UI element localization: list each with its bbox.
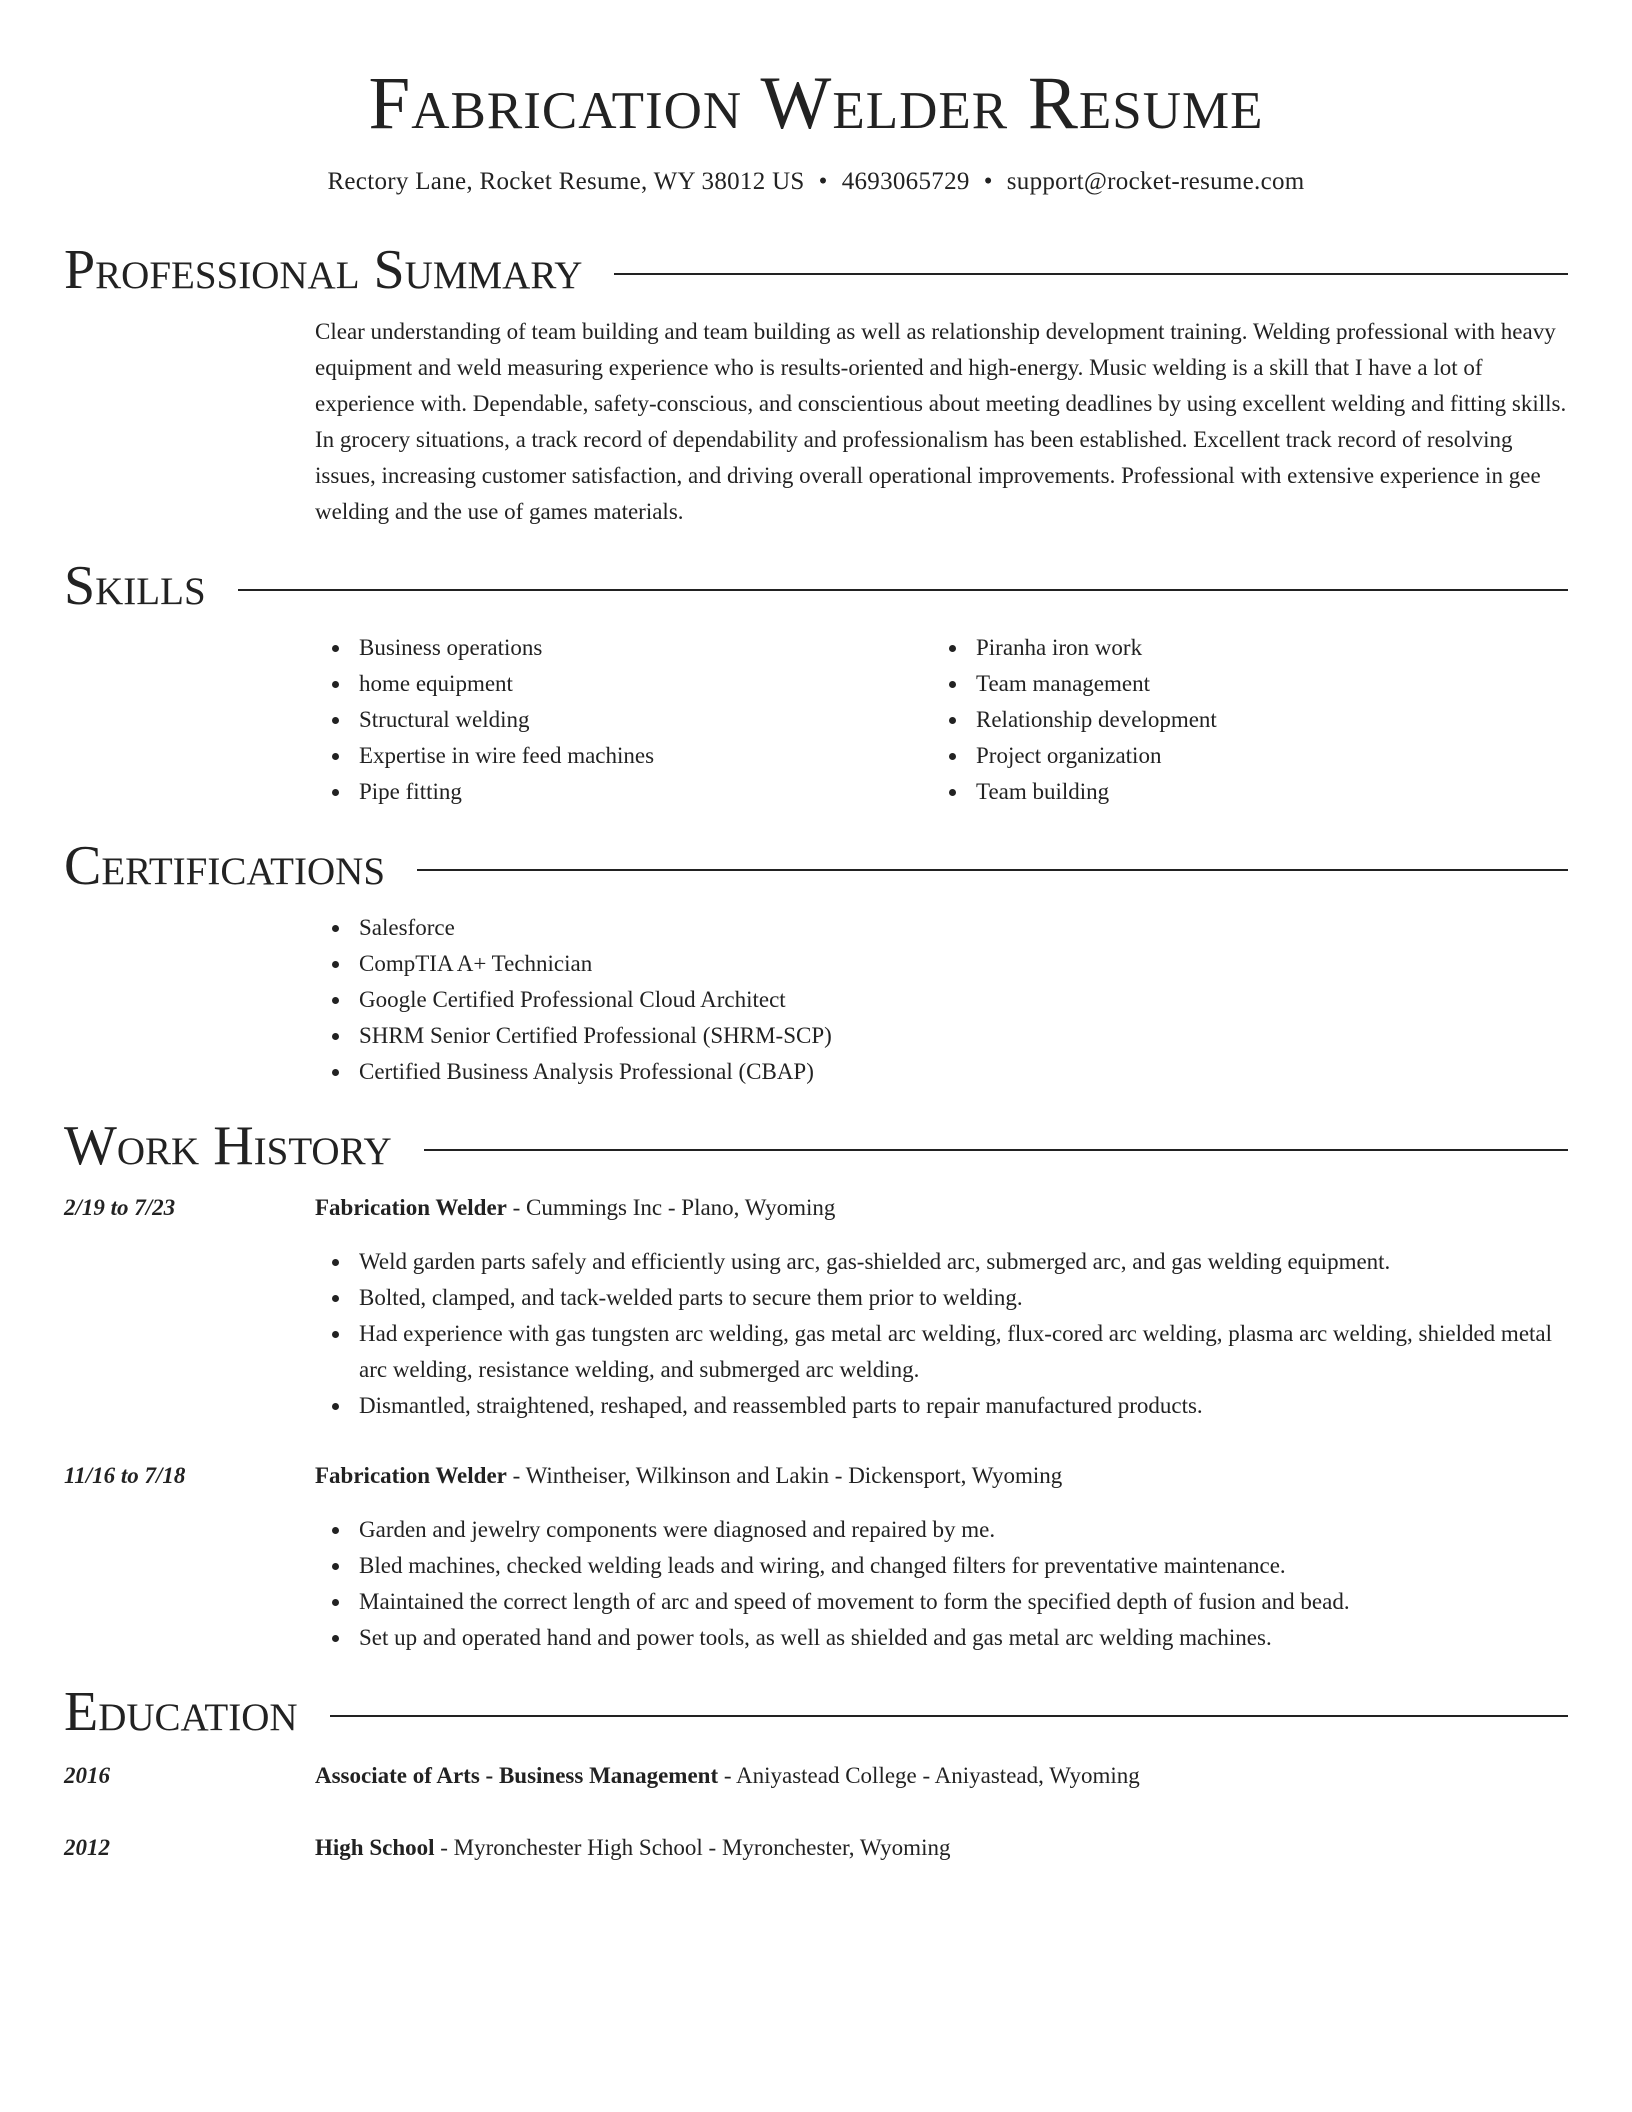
certifications-list [315,910,1568,1090]
work-bullets [315,1512,1568,1656]
list-item: Certified Business Analysis Professional (CBAP) [315,1054,1568,1090]
contact-separator: • [818,168,828,195]
work-section-header [64,1116,1568,1176]
list-item: Dismantled, straightened, reshaped, and reassembled parts to repair manufactured products. [315,1388,1568,1424]
section-divider [614,273,1568,275]
contact-email: support@rocket-resume.com [1006,168,1305,195]
list-item: SHRM Senior Certified Professional (SHRM-SCP) [315,1018,1568,1054]
education-section-header [64,1682,1568,1742]
work-heading-line [315,1190,1568,1226]
list-item: home equipment [315,666,932,702]
job-details: - Wintheiser, Wilkinson and Lakin - Dickensport, Wyoming [506,1463,1063,1488]
work-dates: 2/19 to 7/23 [64,1195,176,1220]
certifications-heading: Certifications [64,835,386,897]
work-bullets [315,1244,1568,1424]
contact-line [64,166,1568,198]
education-year: 2012 [64,1835,110,1860]
list-item: Business operations [315,630,932,666]
list-item: Team management [932,666,1217,702]
resume-title: Fabrication Welder Resume [368,62,1264,145]
skills-column-left [315,630,932,810]
summary-heading: Professional Summary [64,239,583,301]
list-item: Maintained the correct length of arc and speed of movement to form the specified depth of fusion and bead. [315,1584,1568,1620]
education-heading-line [315,1830,1568,1866]
job-title: Fabrication Welder [315,1463,507,1488]
skills-column-right [932,630,1217,810]
education-year: 2016 [64,1763,110,1788]
job-title: Fabrication Welder [315,1195,507,1220]
degree: Associate of Arts - Business Management [315,1763,719,1788]
list-item: Relationship development [932,702,1217,738]
contact-separator: • [983,168,993,195]
summary-section-header [64,240,1568,300]
skills-section-header [64,556,1568,616]
section-divider [424,1149,1568,1151]
section-divider [238,589,1568,591]
list-item: Google Certified Professional Cloud Architect [315,982,1568,1018]
work-heading-line [315,1458,1568,1494]
job-details: - Cummings Inc - Plano, Wyoming [506,1195,836,1220]
list-item: CompTIA A+ Technician [315,946,1568,982]
education-heading: Education [64,1681,298,1743]
skills-list [315,630,1568,810]
work-entry [64,1190,1568,1424]
certifications-section-header [64,836,1568,896]
education-entry [64,1830,1568,1866]
list-item: Set up and operated hand and power tools, as well as shielded and gas metal arc welding machines. [315,1620,1568,1656]
list-item: Bled machines, checked welding leads and wiring, and changed filters for preventative maintenance. [315,1548,1568,1584]
section-divider [417,869,1568,871]
skills-heading: Skills [64,555,206,617]
school-details: - Myronchester High School - Myronchester, Wyoming [434,1835,951,1860]
list-item: Project organization [932,738,1217,774]
resume-page [64,0,1568,1866]
list-item: Structural welding [315,702,932,738]
contact-phone: 4693065729 [841,168,970,195]
list-item: Pipe fitting [315,774,932,810]
list-item: Bolted, clamped, and tack-welded parts to secure them prior to welding. [315,1280,1568,1316]
certifications-items [315,910,1568,1090]
contact-address: Rectory Lane, Rocket Resume, WY 38012 US [327,168,805,195]
list-item: Salesforce [315,910,1568,946]
school-details: - Aniyastead College - Aniyastead, Wyoming [718,1763,1140,1788]
section-divider [330,1715,1568,1717]
summary-text: Clear understanding of team building and team building as well as relationship development training. Welding professional with heavy equipment and weld measuring experience who is results-oriented and high-energy. Music welding is a skill that I have a lot of experience with. Dependable, safety-conscious, and conscientious about meeting deadlines by using excellent welding and fitting skills. In grocery situations, a track record of dependability and professionalism has been established. Excellent track record of resolving issues, increasing customer satisfaction, and driving overall operational improvements. Professional with extensive experience in gee welding and the use of games materials. [315,319,1567,524]
list-item: Team building [932,774,1217,810]
work-heading: Work History [64,1115,392,1177]
list-item: Piranha iron work [932,630,1217,666]
list-item: Garden and jewelry components were diagnosed and repaired by me. [315,1512,1568,1548]
work-entry [64,1458,1568,1656]
education-heading-line [315,1758,1568,1794]
list-item: Expertise in wire feed machines [315,738,932,774]
education-entry [64,1758,1568,1794]
work-dates: 11/16 to 7/18 [64,1463,186,1488]
list-item: Weld garden parts safely and efficiently using arc, gas-shielded arc, submerged arc, and gas welding equipment. [315,1244,1568,1280]
list-item: Had experience with gas tungsten arc welding, gas metal arc welding, flux-cored arc welding, plasma arc welding, shielded metal arc welding, resistance welding, and submerged arc welding. [315,1316,1568,1388]
degree: High School [315,1835,435,1860]
